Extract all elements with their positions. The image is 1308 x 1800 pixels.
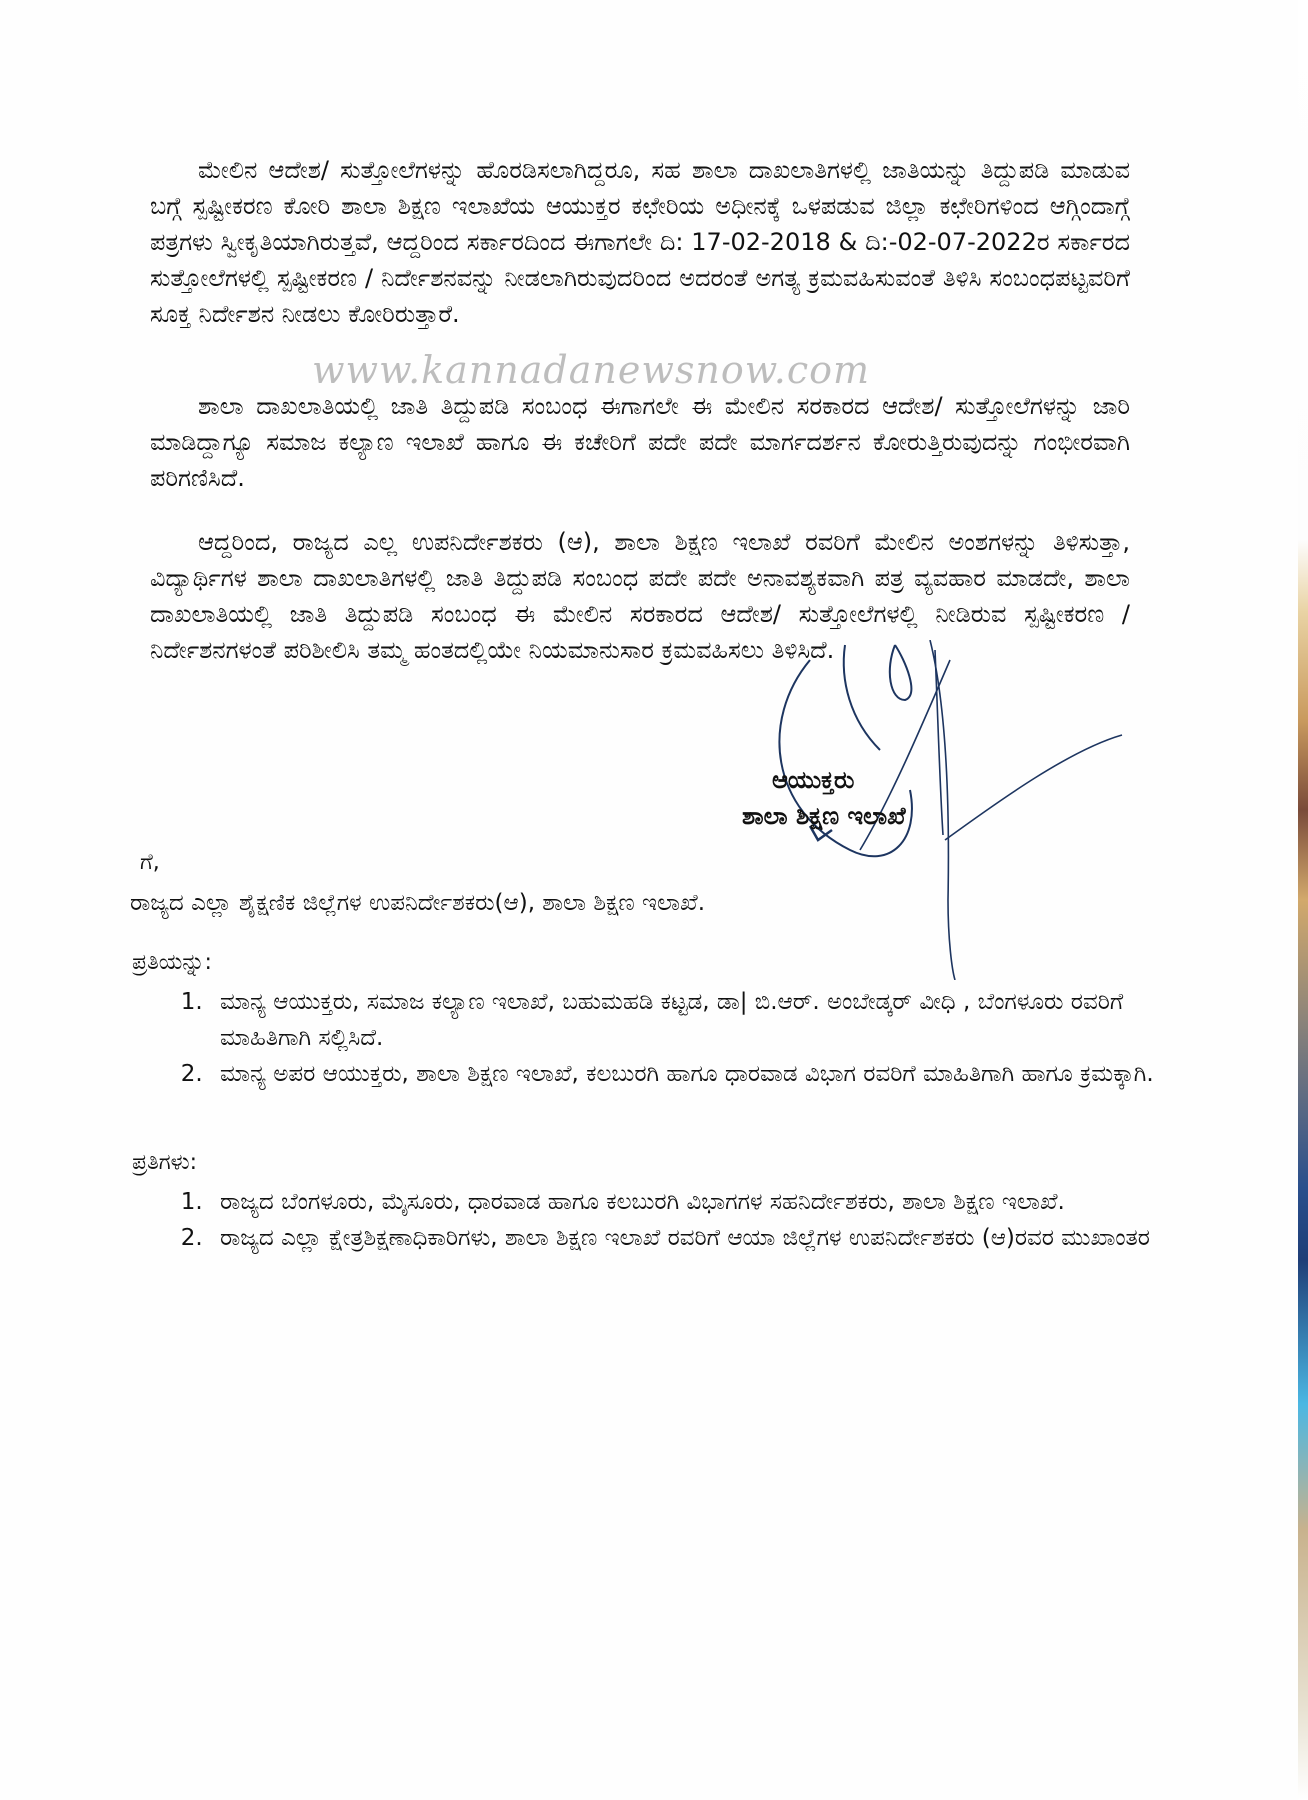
- list-item: 2. ಮಾನ್ಯ ಅಪರ ಆಯುಕ್ತರು, ಶಾಲಾ ಶಿಕ್ಷಣ ಇಲಾಖೆ, ಕಲಬುರಗಿ ಹಾಗೂ ಧಾರವಾಡ ವಿಭಾಗ ರವರಿಗೆ ಮಾಹಿತಿಗಾಗಿ ಹಾಗೂ ಕ್ರಮಕ್ಕಾಗಿ.: [210, 1056, 1210, 1092]
- copy-to-list: [130, 984, 1210, 1092]
- signatory-department: ಶಾಲಾ ಶಿಕ್ಷಣ ಇಲಾಖೆ: [742, 802, 906, 830]
- watermark: www.kannadanewsnow.com: [312, 348, 871, 392]
- list-item: 1. ಮಾನ್ಯ ಆಯುಕ್ತರು, ಸಮಾಜ ಕಲ್ಯಾಣ ಇಲಾಖೆ, ಬಹುಮಹಡಿ ಕಟ್ಟಡ, ಡಾ| ಬಿ.ಆರ್. ಅಂಬೇಡ್ಕರ್ ವೀಧಿ , ಬೆಂಗಳೂರು ರವರಿಗೆ ಮಾಹಿತಿಗಾಗಿ ಸಲ್ಲಿಸಿದೆ.: [210, 984, 1210, 1056]
- scan-edge-strip: [1298, 0, 1308, 1800]
- copies-label: ಪ್ರತಿಗಳು:: [132, 1150, 197, 1175]
- to-recipient: ರಾಜ್ಯದ ಎಲ್ಲಾ ಶೈಕ್ಷಣಿಕ ಜಿಲ್ಲೆಗಳ ಉಪನಿರ್ದೇಶಕರು(ಆ), ಶಾಲಾ ಶಿಕ್ಷಣ ಇಲಾಖೆ.: [130, 890, 706, 916]
- signatory-title: ಆಯುಕ್ತರು: [772, 766, 855, 794]
- list-item: 1. ರಾಜ್ಯದ ಬೆಂಗಳೂರು, ಮೈಸೂರು, ಧಾರವಾಡ ಹಾಗೂ ಕಲಬುರಗಿ ವಿಭಾಗಗಳ ಸಹನಿರ್ದೇಶಕರು, ಶಾಲಾ ಶಿಕ್ಷಣ ಇಲಾಖೆ.: [210, 1184, 1210, 1220]
- paragraph-3: ಆದ್ದರಿಂದ, ರಾಜ್ಯದ ಎಲ್ಲ ಉಪನಿರ್ದೇಶಕರು (ಆ), ಶಾಲಾ ಶಿಕ್ಷಣ ಇಲಾಖೆ ರವರಿಗೆ ಮೇಲಿನ ಅಂಶಗಳನ್ನು ತಿಳಿಸುತ್ತಾ, ವಿದ್ಯಾರ್ಥಿಗಳ ಶಾಲಾ ದಾಖಲಾತಿಗಳಲ್ಲಿ ಜಾತಿ ತಿದ್ದುಪಡಿ ಸಂಬಂಧ ಪದೇ ಪದೇ ಅನಾವಶ್ಯಕವಾಗಿ ಪತ್ರ ವ್ಯವಹಾರ ಮಾಡದೇ, ಶಾಲಾ ದಾಖಲಾತಿಯಲ್ಲಿ ಜಾತಿ ತಿದ್ದುಪಡಿ ಸಂಬಂಧ ಈ ಮೇಲಿನ ಸರಕಾರದ ಆದೇಶ/ ಸುತ್ತೋಲೆಗಳಲ್ಲಿ ನೀಡಿರುವ ಸ್ಪಷ್ಟೀಕರಣ / ನಿರ್ದೇಶನಗಳಂತೆ ಪರಿಶೀಲಿಸಿ ತಮ್ಮ ಹಂತದಲ್ಲಿಯೇ ನಿಯಮಾನುಸಾರ ಕ್ರಮವಹಿಸಲು ತಿಳಿಸಿದೆ.: [150, 528, 1130, 664]
- copy-to-label: ಪ್ರತಿಯನ್ನು:: [132, 950, 212, 975]
- paragraph-1: ಮೇಲಿನ ಆದೇಶ/ ಸುತ್ತೋಲೆಗಳನ್ನು ಹೊರಡಿಸಲಾಗಿದ್ದರೂ, ಸಹ ಶಾಲಾ ದಾಖಲಾತಿಗಳಲ್ಲಿ ಜಾತಿಯನ್ನು ತಿದ್ದುಪಡಿ ಮಾಡುವ ಬಗ್ಗೆ ಸ್ಪಷ್ಟೀಕರಣ ಕೋರಿ ಶಾಲಾ ಶಿಕ್ಷಣ ಇಲಾಖೆಯ ಆಯುಕ್ತರ ಕಛೇರಿಯ ಅಧೀನಕ್ಕೆ ಒಳಪಡುವ ಜಿಲ್ಲಾ ಕಛೇರಿಗಳಿಂದ ಆಗ್ಗಿಂದಾಗ್ಗೆ ಪತ್ರಗಳು ಸ್ವೀಕೃತಿಯಾಗಿರುತ್ತವೆ, ಆದ್ದರಿಂದ ಸರ್ಕಾರದಿಂದ ಈಗಾಗಲೇ ದಿ: 17-02-2018 & ದಿ:-02-07-2022ರ ಸರ್ಕಾರದ ಸುತ್ತೋಲೆಗಳಲ್ಲಿ ಸ್ಪಷ್ಟೀಕರಣ / ನಿರ್ದೇಶನವನ್ನು ನೀಡಲಾಗಿರುವುದರಿಂದ ಅದರಂತೆ ಅಗತ್ಯ ಕ್ರಮವಹಿಸುವಂತೆ ತಿಳಿಸಿ ಸಂಬಂಧಪಟ್ಟವರಿಗೆ ಸೂಕ್ತ ನಿರ್ದೇಶನ ನೀಡಲು ಕೋರಿರುತ್ತಾರೆ.: [150, 156, 1130, 328]
- paragraph-2: ಶಾಲಾ ದಾಖಲಾತಿಯಲ್ಲಿ ಜಾತಿ ತಿದ್ದುಪಡಿ ಸಂಬಂಧ ಈಗಾಗಲೇ ಈ ಮೇಲಿನ ಸರಕಾರದ ಆದೇಶ/ ಸುತ್ತೋಲೆಗಳನ್ನು ಜಾರಿ ಮಾಡಿದ್ದಾಗ್ಯೂ ಸಮಾಜ ಕಲ್ಯಾಣ ಇಲಾಖೆ ಹಾಗೂ ಈ ಕಚೇರಿಗೆ ಪದೇ ಪದೇ ಮಾರ್ಗದರ್ಶನ ಕೋರುತ್ತಿರುವುದನ್ನು ಗಂಭೀರವಾಗಿ ಪರಿಗಣಿಸಿದೆ.: [150, 392, 1130, 492]
- list-item: 2. ರಾಜ್ಯದ ಎಲ್ಲಾ ಕ್ಷೇತ್ರಶಿಕ್ಷಣಾಧಿಕಾರಿಗಳು, ಶಾಲಾ ಶಿಕ್ಷಣ ಇಲಾಖೆ ರವರಿಗೆ ಆಯಾ ಜಿಲ್ಲೆಗಳ ಉಪನಿರ್ದೇಶಕರು (ಆ)ರವರ ಮುಖಾಂತರ: [210, 1220, 1210, 1256]
- to-label: ಗೆ,: [140, 850, 160, 875]
- copies-list: [130, 1184, 1210, 1256]
- signatory-block: [742, 762, 906, 834]
